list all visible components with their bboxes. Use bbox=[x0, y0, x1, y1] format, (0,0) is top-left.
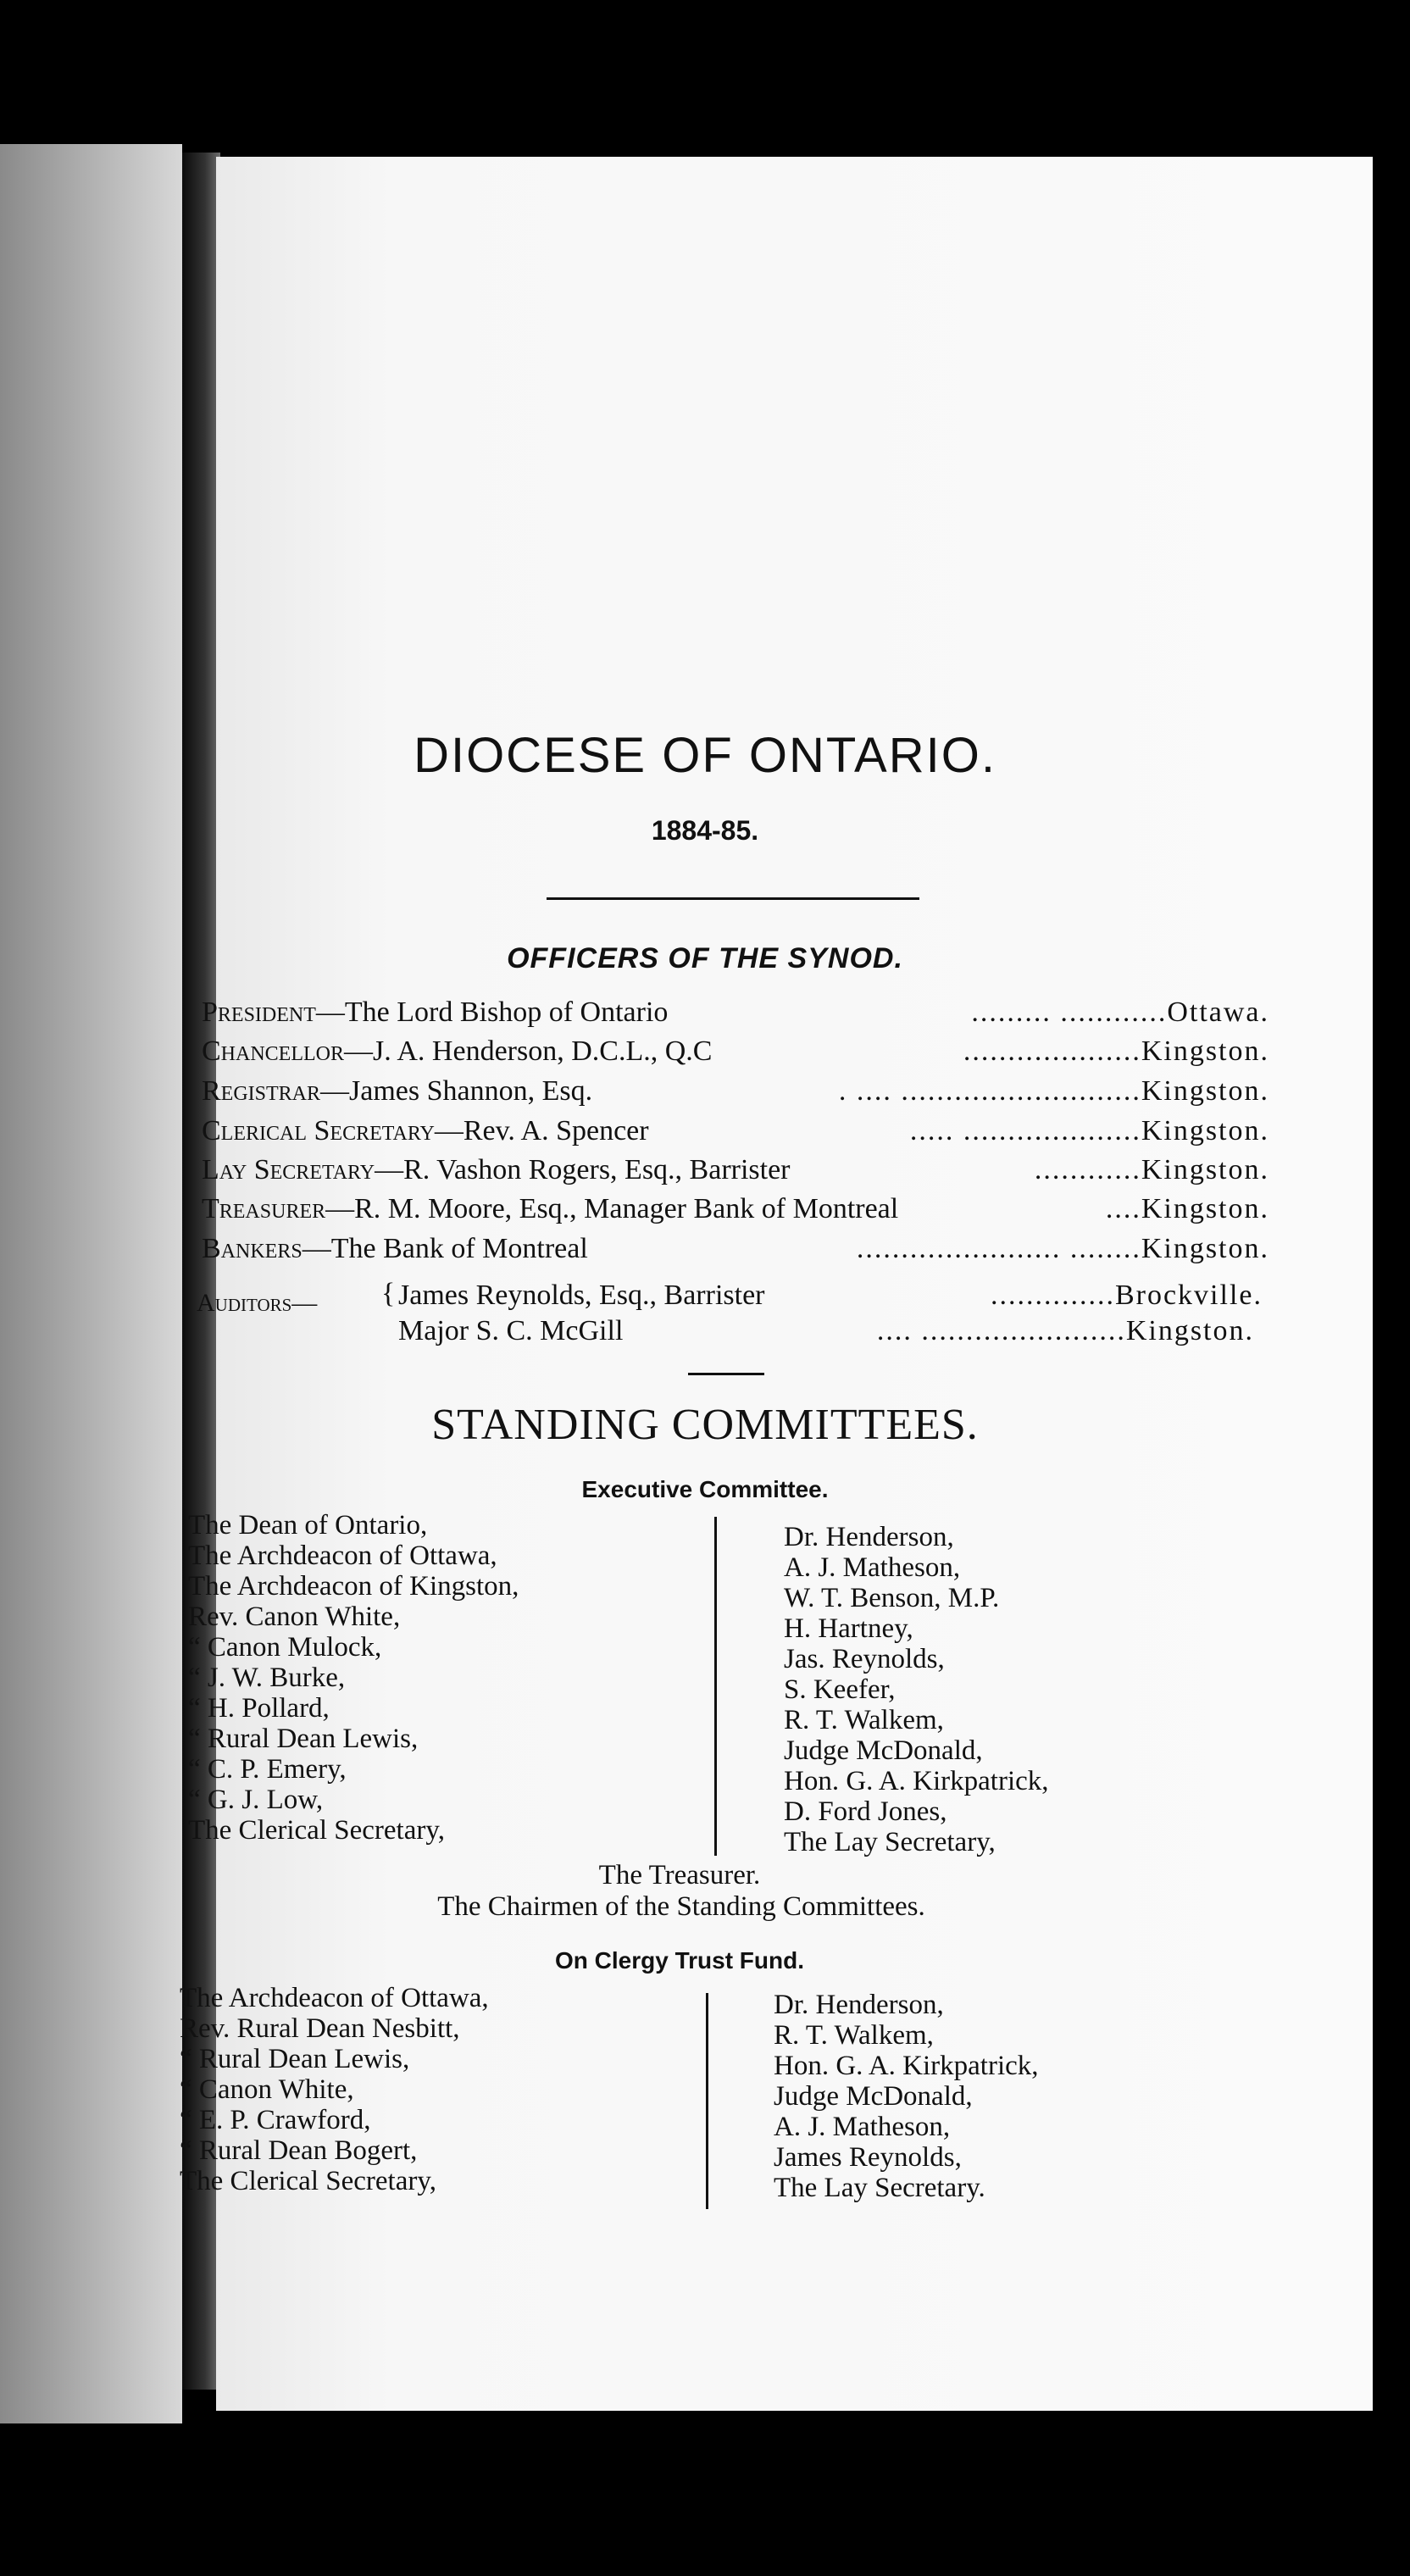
officer-row bbox=[202, 1233, 1269, 1272]
committee-member: Dr. Henderson, bbox=[774, 1990, 944, 2020]
officer-place: . .... ...........................Kingston. bbox=[838, 1075, 1269, 1107]
officer-name: —R. Vashon Rogers, Esq., Barrister bbox=[375, 1154, 791, 1185]
committee-member: “ J. W. Burke, bbox=[188, 1663, 346, 1693]
officer-row bbox=[202, 1115, 1269, 1154]
officer-title: Chancellor bbox=[202, 1035, 345, 1067]
committee-member: Hon. G. A. Kirkpatrick, bbox=[784, 1766, 1049, 1796]
officer-title: President bbox=[202, 997, 316, 1028]
auditor-row bbox=[398, 1280, 1263, 1319]
officer-title: Bankers bbox=[202, 1233, 303, 1264]
officer-row bbox=[202, 1075, 1269, 1114]
committee-member: “ Rural Dean Bogert, bbox=[180, 2135, 418, 2166]
officer-place: ....Kingston. bbox=[1105, 1193, 1269, 1224]
executive-footer-chairmen: The Chairmen of the Standing Committees. bbox=[437, 1891, 925, 1922]
officer-name: —R. M. Moore, Esq., Manager Bank of Montreal bbox=[325, 1193, 899, 1224]
committee-member: “ Canon Mulock, bbox=[188, 1632, 382, 1663]
committee-member: Dr. Henderson, bbox=[784, 1522, 954, 1552]
committee-member: The Archdeacon of Ottawa, bbox=[180, 1983, 489, 2013]
committee-member: “ Rural Dean Lewis, bbox=[188, 1724, 419, 1754]
auditor-name: Major S. C. McGill bbox=[398, 1315, 624, 1346]
auditor-row bbox=[398, 1315, 1254, 1354]
officer-name: —The Bank of Montreal bbox=[302, 1233, 588, 1264]
auditors-label: Auditors— bbox=[197, 1289, 318, 1317]
committee-member: D. Ford Jones, bbox=[784, 1796, 947, 1827]
executive-clergy-column bbox=[188, 1510, 519, 1846]
committee-member: “ G. J. Low, bbox=[188, 1785, 324, 1815]
auditor-name: James Reynolds, Esq., Barrister bbox=[398, 1280, 765, 1311]
committee-member: “ Canon White, bbox=[180, 2074, 354, 2105]
officer-title: Lay Secretary bbox=[202, 1154, 375, 1185]
committee-member: “ E. P. Crawford, bbox=[180, 2105, 371, 2135]
committee-member: The Lay Secretary. bbox=[774, 2173, 985, 2203]
officer-row bbox=[202, 1193, 1269, 1232]
officer-row bbox=[202, 997, 1269, 1035]
committee-member: The Lay Secretary, bbox=[784, 1827, 996, 1857]
officer-place: ......... ............Ottawa. bbox=[971, 997, 1269, 1028]
officer-title: Treasurer bbox=[202, 1193, 326, 1224]
officer-place: ....................Kingston. bbox=[963, 1035, 1269, 1067]
committee-member: “ C. P. Emery, bbox=[188, 1754, 347, 1785]
officer-name: —James Shannon, Esq. bbox=[320, 1075, 593, 1107]
officer-name: —J. A. Henderson, D.C.L., Q.C bbox=[344, 1035, 713, 1067]
facing-page bbox=[0, 144, 182, 2423]
executive-laity-column bbox=[784, 1522, 1049, 1857]
clergy-trust-column-divider bbox=[706, 1993, 708, 2209]
committee-member: Judge McDonald, bbox=[774, 2081, 973, 2112]
committee-member: R. T. Walkem, bbox=[784, 1705, 944, 1735]
committee-member: James Reynolds, bbox=[774, 2142, 962, 2173]
committee-member: A. J. Matheson, bbox=[774, 2112, 951, 2142]
title-rule bbox=[547, 897, 919, 900]
committee-member: Rev. Canon White, bbox=[188, 1602, 401, 1632]
officer-row bbox=[202, 1154, 1269, 1193]
committee-member: The Archdeacon of Kingston, bbox=[188, 1571, 519, 1602]
committee-member: The Archdeacon of Ottawa, bbox=[188, 1541, 497, 1571]
document-title: DIOCESE OF ONTARIO. bbox=[414, 728, 996, 783]
committee-member: R. T. Walkem, bbox=[774, 2020, 934, 2051]
officer-place: ............Kingston. bbox=[1034, 1154, 1269, 1185]
committee-member: H. Hartney, bbox=[784, 1613, 913, 1644]
officer-place: ..... ....................Kingston. bbox=[909, 1115, 1269, 1146]
committee-member: “ H. Pollard, bbox=[188, 1693, 330, 1724]
officer-name: —The Lord Bishop of Ontario bbox=[315, 997, 669, 1028]
officer-title: Registrar bbox=[202, 1075, 321, 1107]
committee-member: Judge McDonald, bbox=[784, 1735, 983, 1766]
document-year: 1884-85. bbox=[651, 815, 759, 846]
committee-member: Hon. G. A. Kirkpatrick, bbox=[774, 2051, 1039, 2081]
executive-footer-treasurer: The Treasurer. bbox=[598, 1860, 761, 1890]
committee-member: Rev. Rural Dean Nesbitt, bbox=[180, 2013, 460, 2044]
auditors-brace: { bbox=[381, 1278, 396, 1309]
officer-row bbox=[202, 1035, 1269, 1074]
clergy-trust-heading: On Clergy Trust Fund. bbox=[554, 1947, 804, 1974]
officer-title: Clerical Secretary bbox=[202, 1115, 435, 1146]
committee-member: S. Keefer, bbox=[784, 1674, 896, 1705]
clergy-trust-clergy-column bbox=[180, 1983, 489, 2196]
committee-member: “ Rural Dean Lewis, bbox=[180, 2044, 410, 2074]
committee-member: The Clerical Secretary, bbox=[188, 1815, 445, 1846]
officer-name: —Rev. A. Spencer bbox=[434, 1115, 649, 1146]
executive-column-divider bbox=[714, 1517, 717, 1856]
committee-member: The Dean of Ontario, bbox=[188, 1510, 428, 1541]
standing-committees-heading: STANDING COMMITTEES. bbox=[431, 1401, 979, 1449]
executive-committee-heading: Executive Committee. bbox=[581, 1476, 829, 1502]
committee-member: Jas. Reynolds, bbox=[784, 1644, 945, 1674]
auditor-place: ..............Brockville. bbox=[990, 1280, 1263, 1311]
section-rule bbox=[688, 1373, 764, 1375]
committee-member: A. J. Matheson, bbox=[784, 1552, 961, 1583]
committee-member: The Clerical Secretary, bbox=[180, 2166, 436, 2196]
committee-member: W. T. Benson, M.P. bbox=[784, 1583, 1000, 1613]
officers-heading: OFFICERS OF THE SYNOD. bbox=[507, 942, 903, 974]
officer-place: ....................... ........Kingston. bbox=[856, 1233, 1269, 1264]
auditor-place: .... .......................Kingston. bbox=[876, 1315, 1254, 1346]
clergy-trust-laity-column bbox=[774, 1990, 1039, 2203]
